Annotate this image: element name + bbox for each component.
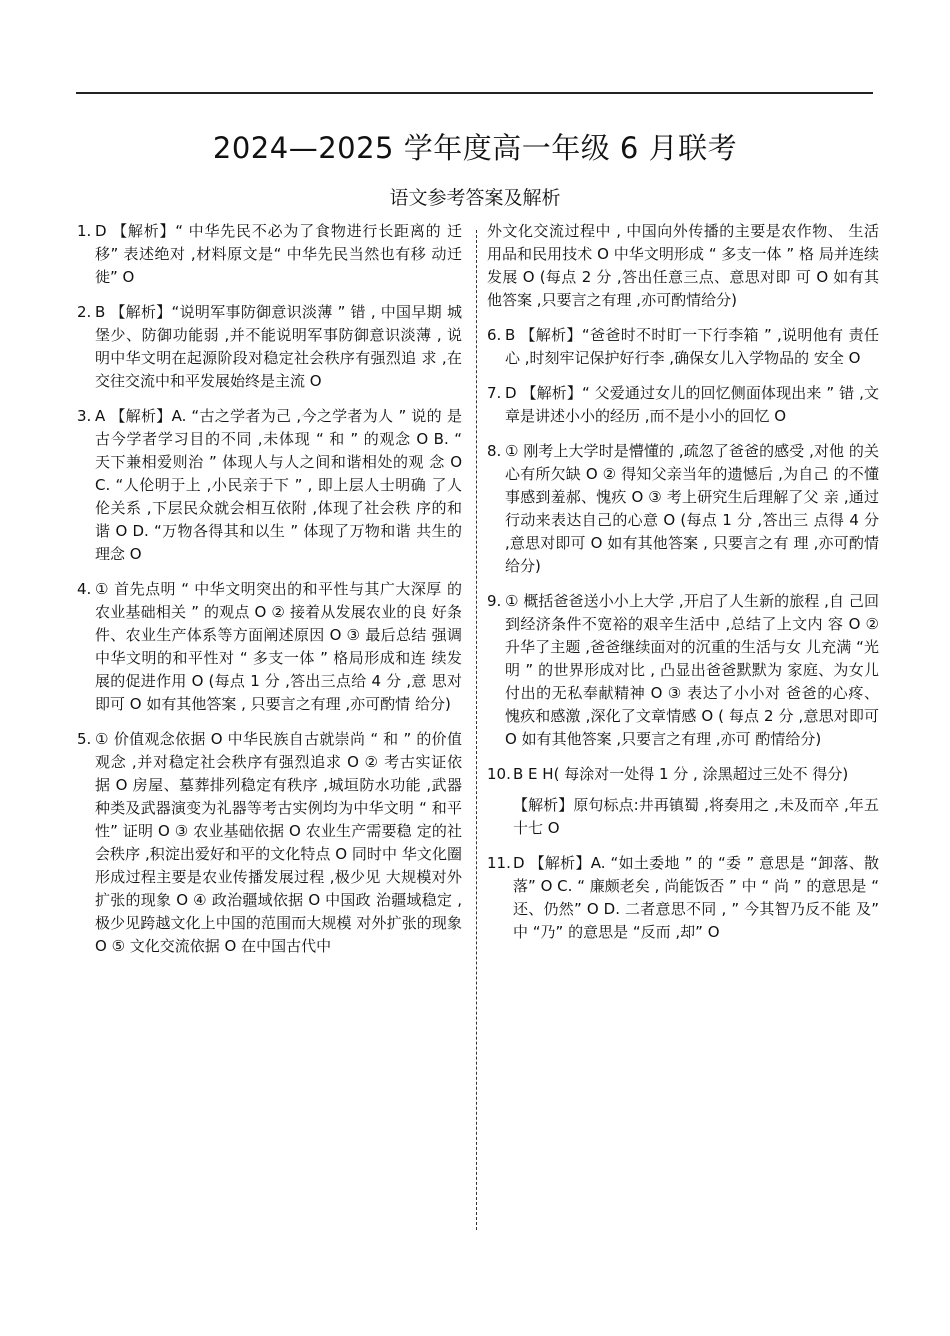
answer-text: ① 首先点明 “ 中华文明突出的和平性与其广大深厚 的农业基础相关 ” 的观点 O ② 接着从发展农业的良 好条件、农业生产体系等方面阐述原因 O ③ 最后总结 强调中华文明的和平性对 “ 多支一体 ” 格局形成和连 续发展的促进作用 O (每点 1 分 ,答出三点给 4 分 ,意 思对即可 O 如有其他答案 , 只要言之有理 ,亦可酌情 给分) xyxy=(95,580,462,713)
answer-text: ① 概括爸爸送小小上大学 ,开启了人生新的旅程 ,自 己回到经济条件不宽裕的艰辛生活中 ,总结了上文内 容 O ② 升华了主题 ,爸爸继续面对的沉重的生活与女 儿充满 “光明 ” 的世界形成对比 , 凸显出爸爸默默为 家庭、为女儿付出的无私奉献精神 O ③ 表达了小小对 爸爸的心疼、愧疚和感激 ,深化了文章情感 O ( 每点 2 分 ,意思对即可 O 如有其他答案 ,只要言之有理 ,亦可 酌情给分) xyxy=(505,592,879,748)
answer-item-1 xyxy=(77,220,462,289)
answer-item-5 xyxy=(77,728,462,958)
answer-item-10-analysis xyxy=(487,794,879,840)
answer-item-2 xyxy=(77,301,462,393)
answer-text: D 【解析】“ 父爱通过女儿的回忆侧面体现出来 ” 错 ,文章是讲述小小的经历 ,而不是小小的回忆 O xyxy=(505,384,879,425)
answer-item-4 xyxy=(77,578,462,716)
answer-item-7 xyxy=(487,382,879,428)
answer-number: 9. xyxy=(487,592,502,610)
answer-text: 外文化交流过程中 , 中国向外传播的主要是农作物、 生活用品和民用技术 O 中华文明形成 “ 多支一体 ” 格 局并连续发展 O (每点 2 分 ,答出任意三点、意思对即 可 O 如有其他答案 ,只要言之有理 ,亦可酌情给分) xyxy=(487,222,879,309)
answer-item-10 xyxy=(487,763,879,786)
answer-item-11 xyxy=(487,852,879,944)
answer-number: 10. xyxy=(487,765,511,783)
answer-item-3 xyxy=(77,405,462,566)
answer-item-6 xyxy=(487,324,879,370)
answer-number: 7. xyxy=(487,384,502,402)
answer-text: A 【解析】A. “古之学者为己 ,今之学者为人 ” 说的 是古今学者学习目的不同 ,未体现 “ 和 ” 的观念 O B. “ 天下兼相爱则治 ” 体现人与人之间和谐相处的观 念 O C. “人伦明于上 ,小民亲于下 ” , 即上层人士明确 了人伦关系 ,下层民众就会相互依附 ,体现了社会秩 序的和谐 O D. “万物各得其和以生 ” 体现了万物和谐 共生的理念 O xyxy=(95,407,462,563)
answer-text: 【解析】原句标点:井再镇蜀 ,将奏用之 ,未及而卒 ,年五十七 O xyxy=(513,796,879,837)
answer-text: B 【解析】“说明军事防御意识淡薄 ” 错 , 中国早期 城堡少、防御功能弱 ,并不能说明军事防御意识淡薄 , 说明中华文明在起源阶段对稳定社会秩序有强烈追 求 ,在交往交流中和平发展始终是主流 O xyxy=(95,303,462,390)
column-divider xyxy=(476,230,477,1230)
answer-text: ① 价值观念依据 O 中华民族自古就崇尚 “ 和 ” 的价值 观念 ,并对稳定社会秩序有强烈追求 O ② 考古实证依 据 O 房屋、墓葬排列稳定有秩序 ,城垣防水功能 ,武器 种类及武器演变为礼器等考古实例均为中华文明 “ 和平性” 证明 O ③ 农业基础依据 O 农业生产需要稳 定的社会秩序 ,积淀出爱好和平的文化特点 O 同时中 华文化圈形成过程主要是农业传播发展过程 ,极少见 大规模对外扩张的现象 O ④ 政治疆域依据 O 中国政 治疆域稳定 ,极少见跨越文化上中国的范围而大规模 对外扩张的现象 O ⑤ 文化交流依据 O 在中国古代中 xyxy=(95,730,462,955)
answer-item-9 xyxy=(487,590,879,751)
answer-number: 1. xyxy=(77,222,92,240)
answer-text: D 【解析】“ 中华先民不必为了食物进行长距离的 迁移” 表述绝对 ,材料原文是“ 中华先民当然也有移 动迁徙” O xyxy=(95,222,462,286)
answer-number: 3. xyxy=(77,407,92,425)
top-rule xyxy=(76,92,873,94)
answer-number: 6. xyxy=(487,326,502,344)
answer-text: ① 刚考上大学时是懵懂的 ,疏忽了爸爸的感受 ,对他 的关心有所欠缺 O ② 得知父亲当年的遗憾后 ,为自己 的不懂事感到羞郝、愧疚 O ③ 考上研究生后理解了父 亲 ,通过行动来表达自己的心意 O (每点 1 分 ,答出三 点得 4 分 ,意思对即可 O 如有其他答案 , 只要言之有 理 ,亦可酌情给分) xyxy=(505,442,879,575)
left-column xyxy=(77,220,462,970)
answer-number: 4. xyxy=(77,580,92,598)
right-column xyxy=(487,220,879,956)
answer-text: B 【解析】“爸爸时不时盯一下行李箱 ” ,说明他有 责任心 ,时刻牢记保护好行李 ,确保女儿入学物品的 安全 O xyxy=(505,326,879,367)
answer-number: 11. xyxy=(487,854,511,872)
answer-5-continuation xyxy=(487,220,879,312)
answer-number: 2. xyxy=(77,303,92,321)
page-title: 2024—2025 学年度高一年级 6 月联考 xyxy=(212,131,738,165)
answer-text: D 【解析】A. “如土委地 ” 的 “委 ” 意思是 “卸落、散 落” O C. “ 廉颇老矣 , 尚能饭否 ” 中 “ 尚 ” 的意思是 “ 还、仍然” O D. 二者意思不同 , ” 今其智乃反不能 及” 中 “乃” 的意思是 “反而 ,却” O xyxy=(513,854,879,941)
page-subtitle: 语文参考答案及解析 xyxy=(389,187,561,209)
answer-number: 5. xyxy=(77,730,92,748)
answer-item-8 xyxy=(487,440,879,578)
answer-number: 8. xyxy=(487,442,502,460)
answer-text: B E H( 每涂对一处得 1 分 , 涂黑超过三处不 得分) xyxy=(513,765,849,783)
